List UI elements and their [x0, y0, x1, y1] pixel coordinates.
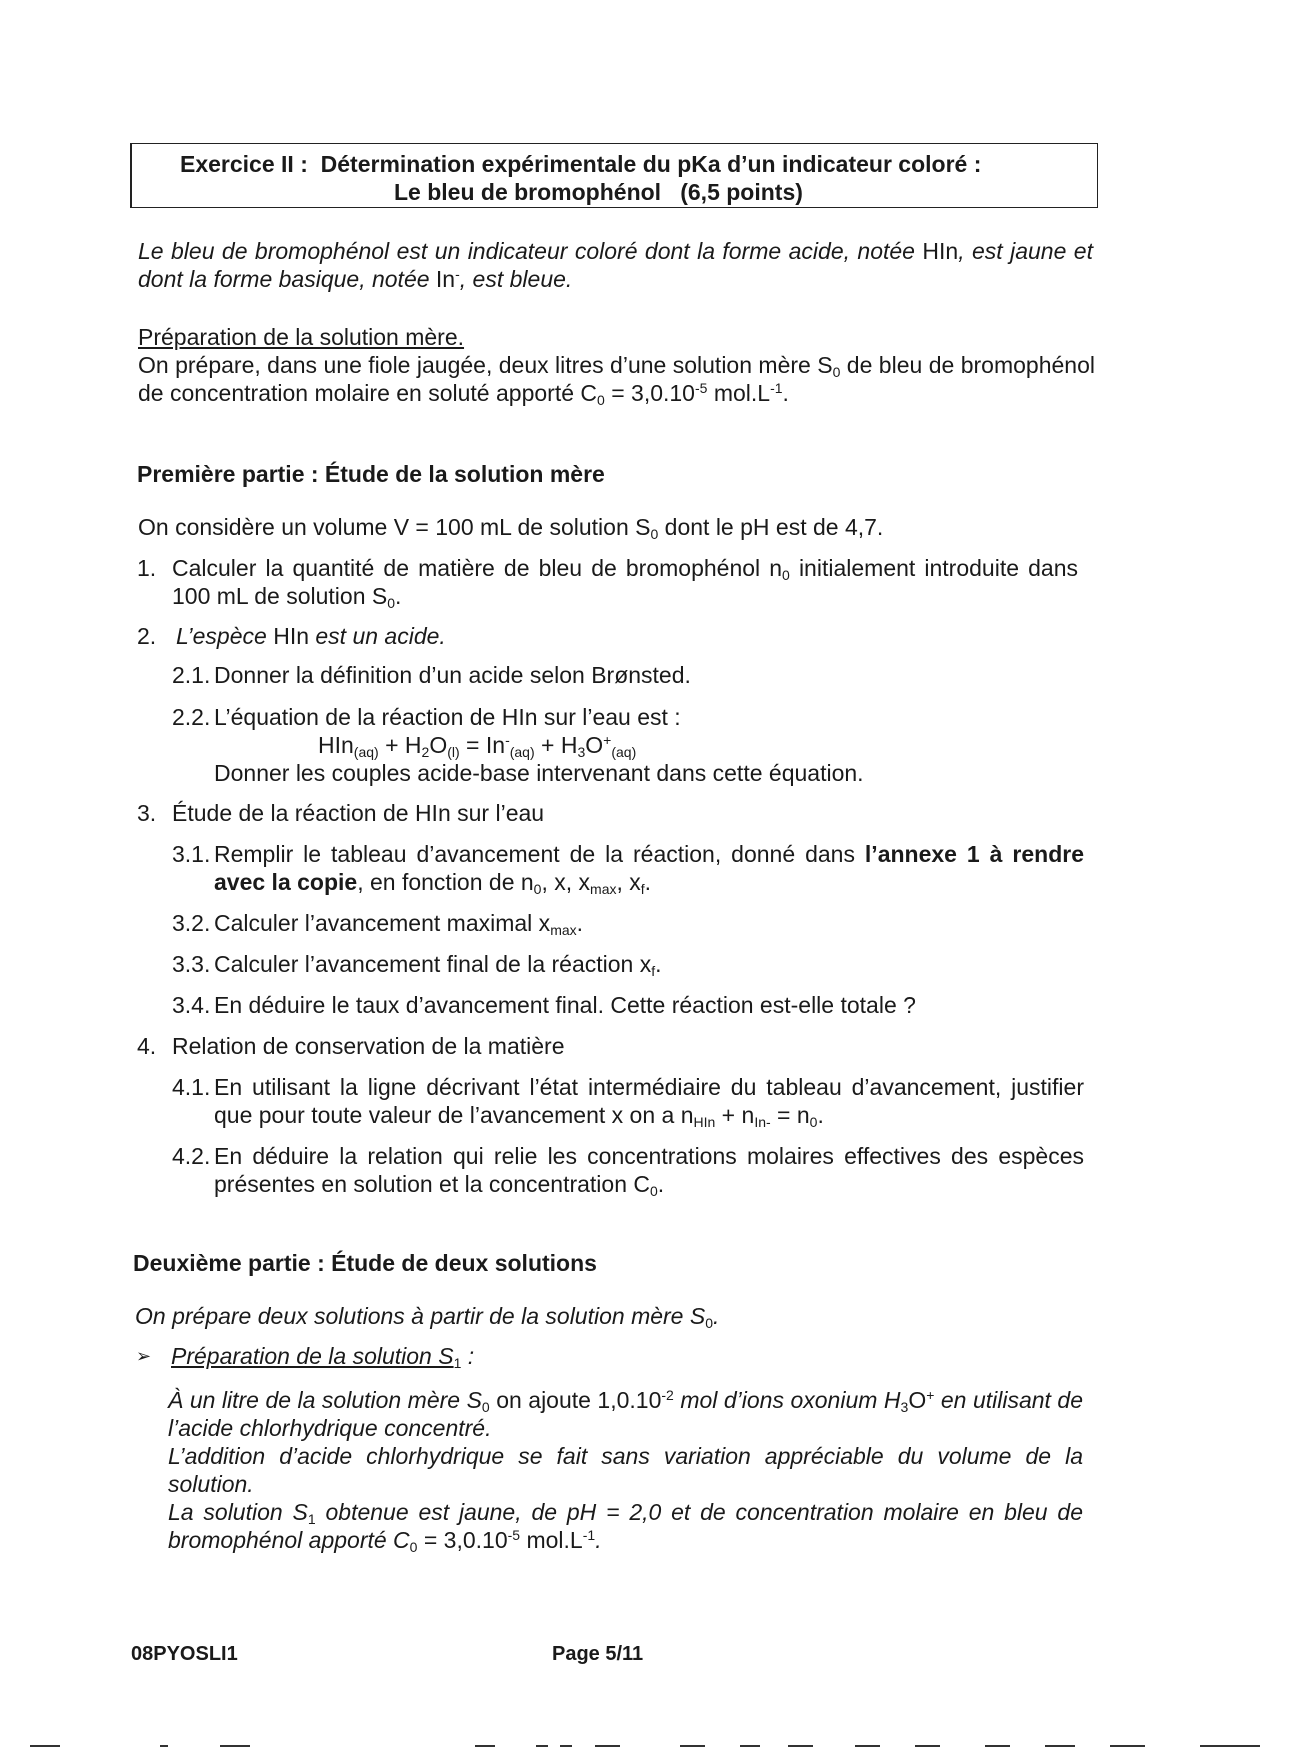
q2-number: 2.	[137, 623, 157, 649]
q3-1-text: Remplir le tableau d’avancement de la réaction, donné dans l’annexe 1 à rendre avec la copie, en fonction de $n_0$, x, $x_{max}$, $x_f$.	[214, 841, 1084, 897]
s1-paragraph-2: L’addition d’acide chlorhydrique se fait sans variation appréciable du volume de la solution.	[168, 1443, 1083, 1497]
s1-title: Préparation de la solution $S_1$ :	[171, 1343, 475, 1371]
page-number: Page 5/11	[552, 1643, 644, 1665]
q2-2-number: 2.2.	[172, 704, 211, 730]
q2-1-number: 2.1.	[172, 662, 211, 688]
q2-2-text: L’équation de la réaction de HIn sur l’eau est :	[214, 704, 681, 730]
arrow-bullet-icon: ➢	[136, 1346, 152, 1366]
q3-text: Étude de la réaction de HIn sur l’eau	[172, 800, 545, 826]
q2-2-instruction: Donner les couples acide-base intervenant dans cette équation.	[214, 760, 864, 786]
q2-text: L’espèce HIn est un acide.	[176, 623, 446, 649]
s1-paragraph-3: La solution $S_1$ obtenue est jaune, de pH = 2,0 et de concentration molaire en bleu de bromophénol apporté $C_0 = 3,0.10^{-5}$ $mol.L^{-1}$.	[168, 1499, 1083, 1555]
reaction-equation: $HIn_{(aq)} + H_2O_{(l)} = In^-_{(aq)} + H_3O^+_{(aq)}$	[318, 732, 637, 760]
q3-3-number: 3.3.	[172, 951, 211, 977]
s1-paragraph-1: À un litre de la solution mère $S_0$ on ajoute $1,0.10^{-2}$ mol d’ions oxonium $H_3O^+$ en utilisant de l’acide chlorhydrique concentré.	[168, 1387, 1084, 1441]
exercise-title: Exercice II : Détermination expérimentale du pKa d’un indicateur coloré :	[180, 151, 982, 177]
q3-number: 3.	[137, 800, 157, 826]
part2-intro: On prépare deux solutions à partir de la solution mère $S_0$.	[135, 1303, 720, 1331]
part2-heading: Deuxième partie : Étude de deux solutions	[133, 1250, 597, 1276]
q4-2-text: En déduire la relation qui relie les concentrations molaires effectives des espèces présentes en solution et la concentration $C_0$.	[214, 1143, 1084, 1199]
q4-1-text: En utilisant la ligne décrivant l’état intermédiaire du tableau d’avancement, justifier que pour toute valeur de l’avancement x on a $n_{HIn} + n_{In-} = n_0$.	[214, 1074, 1084, 1130]
q2-1-text: Donner la définition d’un acide selon Brønsted.	[214, 662, 691, 688]
intro-paragraph: Le bleu de bromophénol est un indicateur coloré dont la forme acide, notée HIn, est jaune et dont la forme basique, notée In-, est bleue.	[138, 238, 1093, 292]
part1-heading: Première partie : Étude de la solution mère	[137, 461, 605, 487]
q3-1-number: 3.1.	[172, 841, 211, 867]
q1-number: 1.	[137, 555, 157, 581]
prep-paragraph: On prépare, dans une fiole jaugée, deux litres d’une solution mère $S_0$ de bleu de bromophénol de concentration molaire en soluté apporté $C_0 = 3,0.10^{-5}$ $mol.L^{-1}$.	[138, 352, 1095, 408]
q3-2-text: Calculer l’avancement maximal $x_{max}$.	[214, 910, 584, 938]
q4-text: Relation de conservation de la matière	[172, 1033, 565, 1059]
part1-intro: On considère un volume V = 100 mL de solution $S_0$ dont le pH est de 4,7.	[138, 514, 884, 542]
q3-2-number: 3.2.	[172, 910, 211, 936]
q3-4-text: En déduire le taux d’avancement final. Cette réaction est-elle totale ?	[214, 992, 916, 1018]
prep-title: Préparation de la solution mère.	[138, 324, 465, 350]
document-code: 08PYOSLI1	[131, 1643, 238, 1665]
q4-number: 4.	[137, 1033, 157, 1059]
q1-text: Calculer la quantité de matière de bleu de bromophénol $n_0$ initialement introduite dans 100 mL de solution $S_0$.	[172, 555, 1078, 611]
exercise-subtitle: Le bleu de bromophénol (6,5 points)	[394, 179, 803, 205]
q4-1-number: 4.1.	[172, 1074, 211, 1100]
q4-2-number: 4.2.	[172, 1143, 211, 1169]
q3-4-number: 3.4.	[172, 992, 211, 1018]
q3-3-text: Calculer l’avancement final de la réaction $x_f$.	[214, 951, 662, 979]
